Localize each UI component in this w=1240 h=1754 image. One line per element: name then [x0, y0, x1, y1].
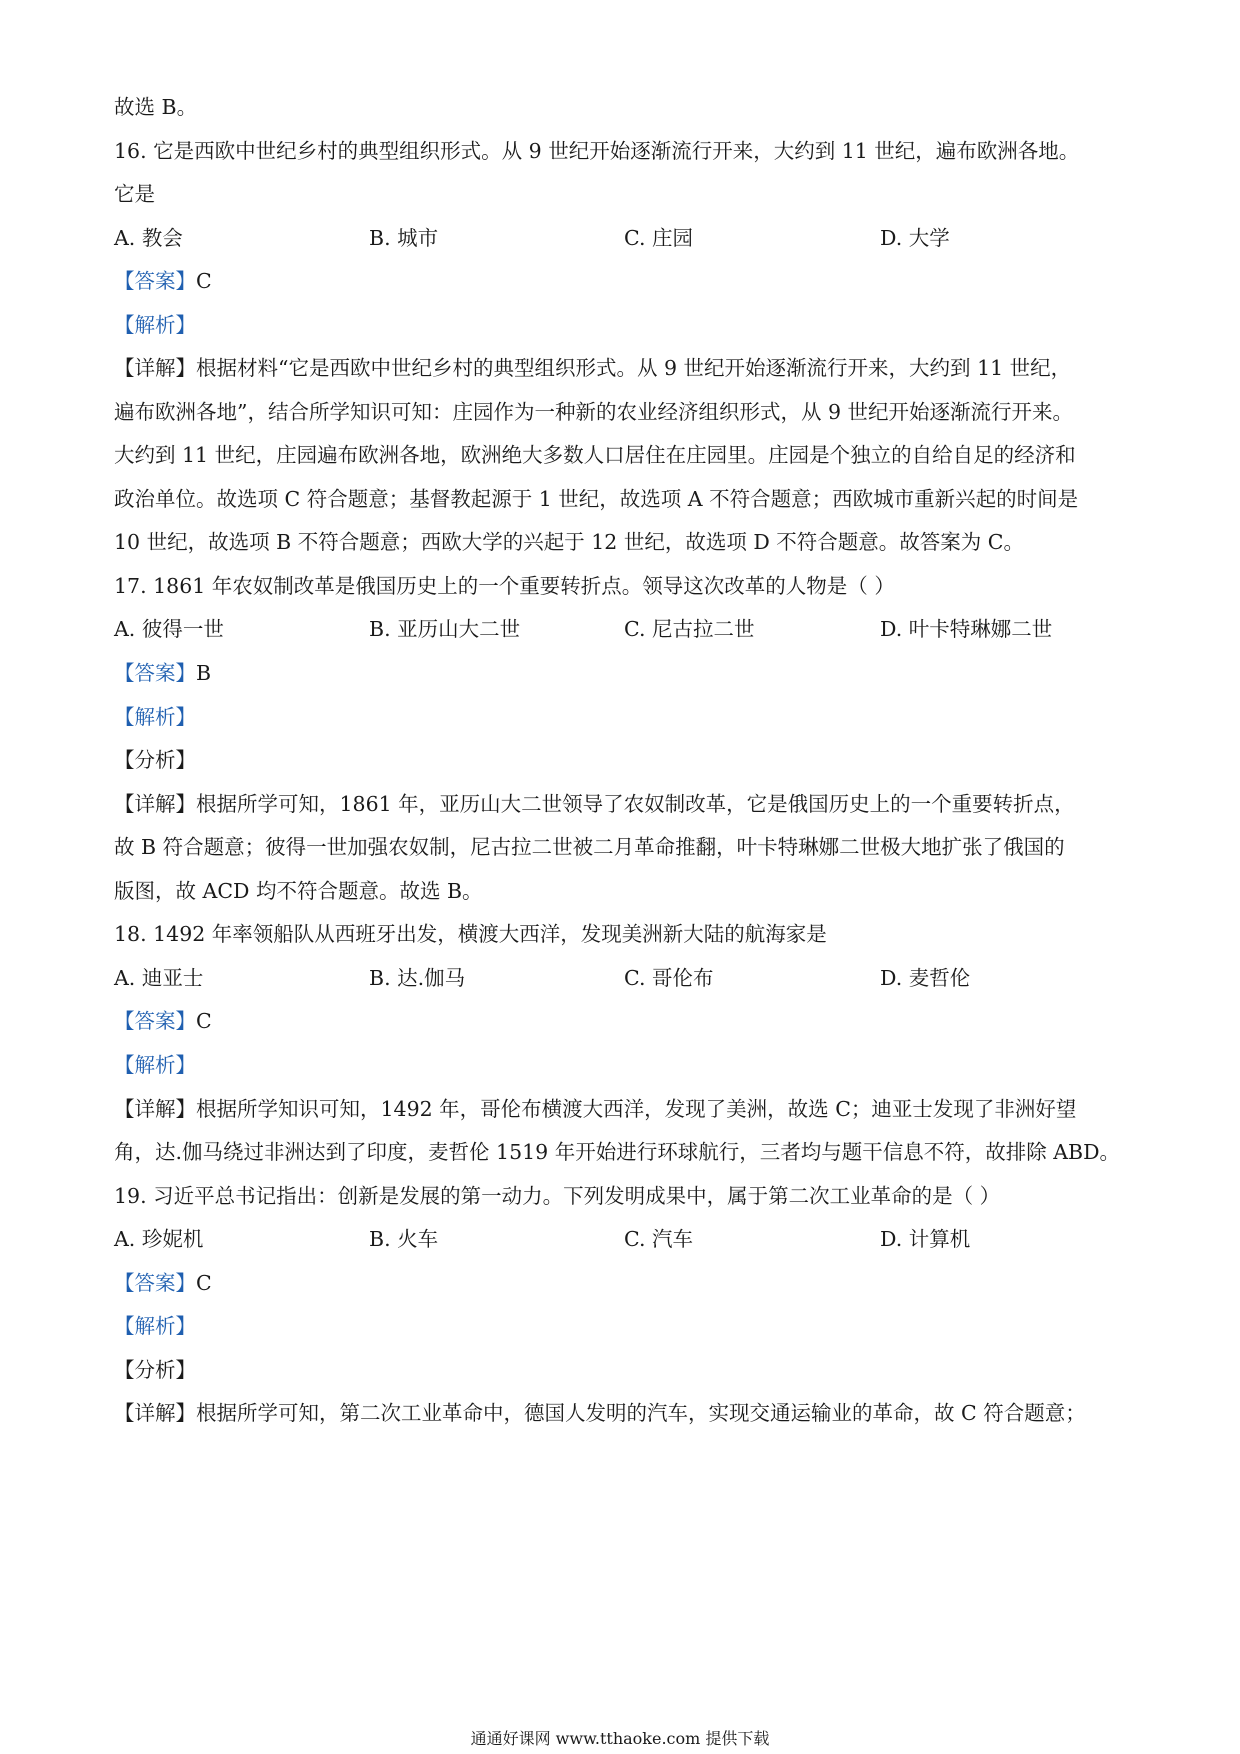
- detail-text: 根据材料“它是西欧中世纪乡村的典型组织形式。从 9 世纪开始逐渐流行开来，大约到 11 世纪，: [196, 356, 1072, 380]
- q19-option-c: C. 汽车: [624, 1227, 693, 1251]
- q16-detail-line-5: 10 世纪，故选项 B 不符合题意；西欧大学的兴起于 12 世纪，故选项 D 不符合题意。故答案为 C。: [114, 530, 1024, 554]
- answer-value: C: [196, 269, 212, 293]
- q16-detail-line-3: 大约到 11 世纪，庄园遍布欧洲各地，欧洲绝大多数人口居住在庄园里。庄园是个独立的自给自足的经济和: [114, 443, 1076, 467]
- detail-label: 【详解】: [114, 792, 196, 816]
- detail-text: 根据所学可知，第二次工业革命中，德国人发明的汽车，实现交通运输业的革命，故 C 符合题意；: [196, 1401, 1086, 1425]
- q17-analysis: [114, 702, 1134, 732]
- q18-detail-line-2: 角，达.伽马绕过非洲达到了印度，麦哲伦 1519 年开始进行环球航行，三者均与题干信息不符，故排除 ABD。: [114, 1140, 1121, 1164]
- q17-stem-line-1: 17. 1861 年农奴制改革是俄国历史上的一个重要转折点。领导这次改革的人物是（ ）: [114, 574, 895, 598]
- q18-option-a: A. 迪亚士: [114, 966, 204, 990]
- answer-label: 【答案】: [114, 1271, 196, 1295]
- q16-analysis: [114, 310, 1134, 340]
- answer-label: 【答案】: [114, 661, 196, 685]
- q16-option-b: B. 城市: [369, 226, 439, 250]
- intro-line: 故选 B。: [114, 95, 198, 119]
- answer-value: C: [196, 1271, 212, 1295]
- answer-label: 【答案】: [114, 269, 196, 293]
- q16-answer: [114, 266, 1134, 296]
- fenxi-label: 【分析】: [114, 748, 196, 772]
- q17-fenxi: [114, 745, 1134, 775]
- q19-answer: [114, 1268, 1134, 1298]
- page-footer: 通通好课网 www.tthaoke.com 提供下载: [470, 1729, 770, 1748]
- q17-detail-line-3: 版图，故 ACD 均不符合题意。故选 B。: [114, 879, 483, 903]
- detail-label: 【详解】: [114, 1401, 196, 1425]
- q16-detail-line-4: 政治单位。故选项 C 符合题意；基督教起源于 1 世纪，故选项 A 不符合题意；西欧城市重新兴起的时间是: [114, 487, 1079, 511]
- analysis-label: 【解析】: [114, 705, 196, 729]
- q18-option-b: B. 达.伽马: [369, 966, 466, 990]
- q19-fenxi: [114, 1355, 1134, 1385]
- detail-text: 根据所学可知，1861 年，亚历山大二世领导了农奴制改革，它是俄国历史上的一个重要转折点，: [196, 792, 1075, 816]
- q18-option-c: C. 哥伦布: [624, 966, 714, 990]
- q16-detail-line-2: 遍布欧洲各地”，结合所学知识可知：庄园作为一种新的农业经济组织形式，从 9 世纪开始逐渐流行开来。: [114, 400, 1074, 424]
- detail-label: 【详解】: [114, 356, 196, 380]
- q17-detail-line-2: 故 B 符合题意；彼得一世加强农奴制，尼古拉二世被二月革命推翻，叶卡特琳娜二世极大地扩张了俄国的: [114, 835, 1065, 859]
- q17-detail-line-1: [114, 789, 1134, 819]
- analysis-label: 【解析】: [114, 313, 196, 337]
- q16-detail-line-1: [114, 353, 1134, 383]
- q16-option-a: A. 教会: [114, 226, 183, 250]
- q18-stem-line-1: 18. 1492 年率领船队从西班牙出发，横渡大西洋，发现美洲新大陆的航海家是: [114, 922, 827, 946]
- q16-stem-line-1: 16. 它是西欧中世纪乡村的典型组织形式。从 9 世纪开始逐渐流行开来，大约到 11 世纪，遍布欧洲各地。: [114, 139, 1080, 163]
- q19-option-b: B. 火车: [369, 1227, 439, 1251]
- detail-text: 根据所学知识可知，1492 年，哥伦布横渡大西洋，发现了美洲，故选 C；迪亚士发现了非洲好望: [196, 1097, 1077, 1121]
- q18-analysis: [114, 1050, 1134, 1080]
- q19-option-d: D. 计算机: [880, 1227, 971, 1251]
- q18-option-d: D. 麦哲伦: [880, 966, 971, 990]
- q17-option-a: A. 彼得一世: [114, 617, 224, 641]
- q17-option-d: D. 叶卡特琳娜二世: [880, 617, 1053, 641]
- q18-detail-line-1: [114, 1094, 1134, 1124]
- q17-option-b: B. 亚历山大二世: [369, 617, 521, 641]
- analysis-label: 【解析】: [114, 1314, 196, 1338]
- q19-option-a: A. 珍妮机: [114, 1227, 204, 1251]
- answer-value: C: [196, 1009, 212, 1033]
- q16-stem-line-2: 它是: [114, 182, 155, 206]
- q19-analysis: [114, 1311, 1134, 1341]
- q16-option-c: C. 庄园: [624, 226, 693, 250]
- detail-label: 【详解】: [114, 1097, 196, 1121]
- analysis-label: 【解析】: [114, 1053, 196, 1077]
- answer-label: 【答案】: [114, 1009, 196, 1033]
- answer-value: B: [196, 661, 212, 685]
- fenxi-label: 【分析】: [114, 1358, 196, 1382]
- q19-detail-line-1: [114, 1398, 1134, 1428]
- q17-option-c: C. 尼古拉二世: [624, 617, 755, 641]
- q16-option-d: D. 大学: [880, 226, 950, 250]
- q19-stem-line-1: 19. 习近平总书记指出：创新是发展的第一动力。下列发明成果中，属于第二次工业革命的是（ ）: [114, 1184, 1001, 1208]
- q17-answer: [114, 658, 1134, 688]
- q18-answer: [114, 1006, 1134, 1036]
